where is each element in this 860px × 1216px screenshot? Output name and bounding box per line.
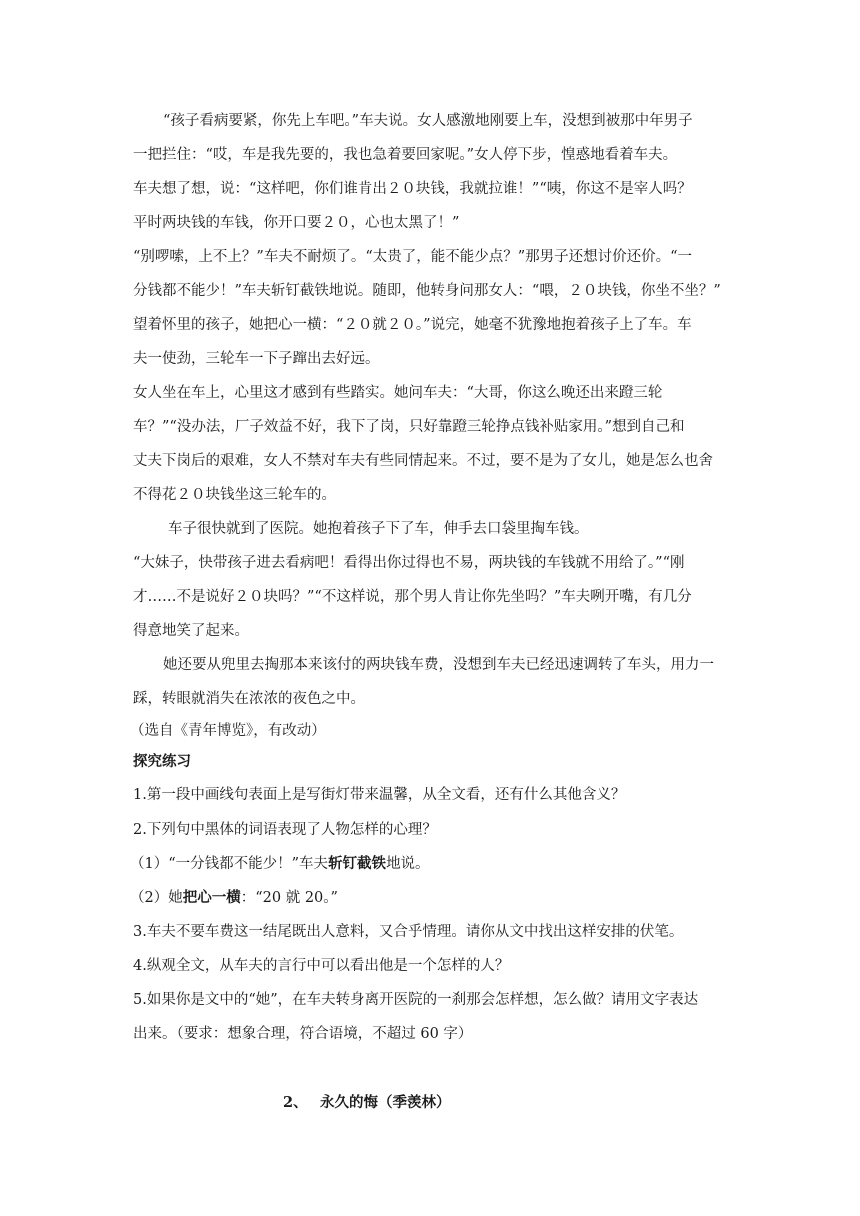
story-p3-line-2: 车？”“没办法，厂子效益不好，我下了岗，只好靠蹬三轮挣点钱补贴家用。”想到自己和: [133, 419, 685, 435]
exercise-q3: 3.车夫不要车费这一结尾既出人意料，又合乎情理。请你从文中找出这样安排的伏笔。: [133, 924, 684, 940]
exercises-heading: 探究练习: [133, 753, 191, 770]
story-p1-line-3: 车夫想了想，说：“这样吧，你们谁肯出２０块钱，我就拉谁！”“咦，你这不是宰人吗？: [133, 181, 692, 197]
exercise-q2b-bold: 把心一横: [182, 889, 241, 906]
exercise-q2b-post: ：“20 就 20。”: [240, 890, 338, 906]
story-p2-line-4: 夫一使劲，三轮车一下子蹿出去好远。: [133, 351, 380, 367]
story-p3-line-4: 不得花２０块钱坐这三轮车的。: [133, 487, 336, 503]
exercise-q2: 2.下列句中黑体的词语表现了人物怎样的心理？: [133, 822, 437, 838]
next-section-number: 2、: [283, 1094, 308, 1111]
story-p2-line-3: 望着怀里的孩子，她把心一横：“２０就２０。”说完，她毫不犹豫地抱着孩子上了车。车: [133, 317, 692, 333]
story-p6-line-1: 她还要从兜里去掏那本来该付的两块钱车费，没想到车夫已经迅速调转了车头，用力一: [163, 657, 714, 673]
next-section-title: 永久的悔（季羡林）: [320, 1094, 451, 1111]
exercise-q2b-pre: （2）她: [130, 890, 183, 906]
exercise-q2a-post: 地说。: [386, 856, 430, 872]
story-p5-line-1: “大妹子，快带孩子进去看病吧！看得出你过得也不易，两块钱的车钱就不用给了。”“刚: [133, 555, 685, 571]
exercise-q2a: [130, 854, 430, 874]
story-p4: 车子很快就到了医院。她抱着孩子下了车，伸手去口袋里掏车钱。: [168, 521, 589, 537]
story-p1-line-4: 平时两块钱的车钱，你开口要２０，心也太黑了！”: [133, 215, 460, 231]
exercise-q2a-pre: （1）“一分钱都不能少！”车夫: [130, 856, 329, 872]
story-source: （选自《青年博览》，有改动）: [130, 723, 326, 739]
exercise-q5-line-1: 5.如果你是文中的“她”，在车夫转身离开医院的一刹那会怎样想，怎么做？请用文字表达: [133, 992, 699, 1008]
exercise-q2b: [130, 888, 338, 908]
story-p3-line-1: 女人坐在车上，心里这才感到有些踏实。她问车夫：“大哥，你这么晚还出来蹬三轮: [133, 385, 663, 401]
exercise-q4: 4.纵观全文，从车夫的言行中可以看出他是一个怎样的人？: [133, 958, 510, 974]
story-p1-line-1: “孩子看病要紧，你先上车吧。”车夫说。女人感激地刚要上车，没想到被那中年男子: [163, 113, 693, 129]
story-p5-line-2: 才……不是说好２０块吗？”“不这样说，那个男人肯让你先坐吗？”车夫咧开嘴，有几分: [133, 589, 692, 605]
story-p5-line-3: 得意地笑了起来。: [133, 623, 249, 639]
exercise-q5-line-2: 出来。（要求：想象合理，符合语境，不超过 60 字）: [133, 1026, 473, 1042]
exercise-q1: 1.第一段中画线句表面上是写街灯带来温馨，从全文看，还有什么其他含义？: [133, 787, 626, 803]
story-p2-line-2: 分钱都不能少！”车夫斩钉截铁地说。随即，他转身问那女人：“喂，２０块钱，你坐不坐？”: [133, 283, 721, 299]
story-p3-line-3: 丈夫下岗后的艰难，女人不禁对车夫有些同情起来。不过，要不是为了女儿，她是怎么也舍: [133, 453, 713, 469]
story-p1-line-2: 一把拦住：“哎，车是我先要的，我也急着要回家呢。”女人停下步，惶惑地看着车夫。: [133, 147, 678, 163]
story-p6-line-2: 踩，转眼就消失在浓浓的夜色之中。: [133, 691, 365, 707]
exercise-q2a-bold: 斩钉截铁: [328, 855, 387, 872]
story-p2-line-1: “别啰嗦，上不上？”车夫不耐烦了。“太贵了，能不能少点？”那男子还想讨价还价。“一: [133, 249, 693, 265]
